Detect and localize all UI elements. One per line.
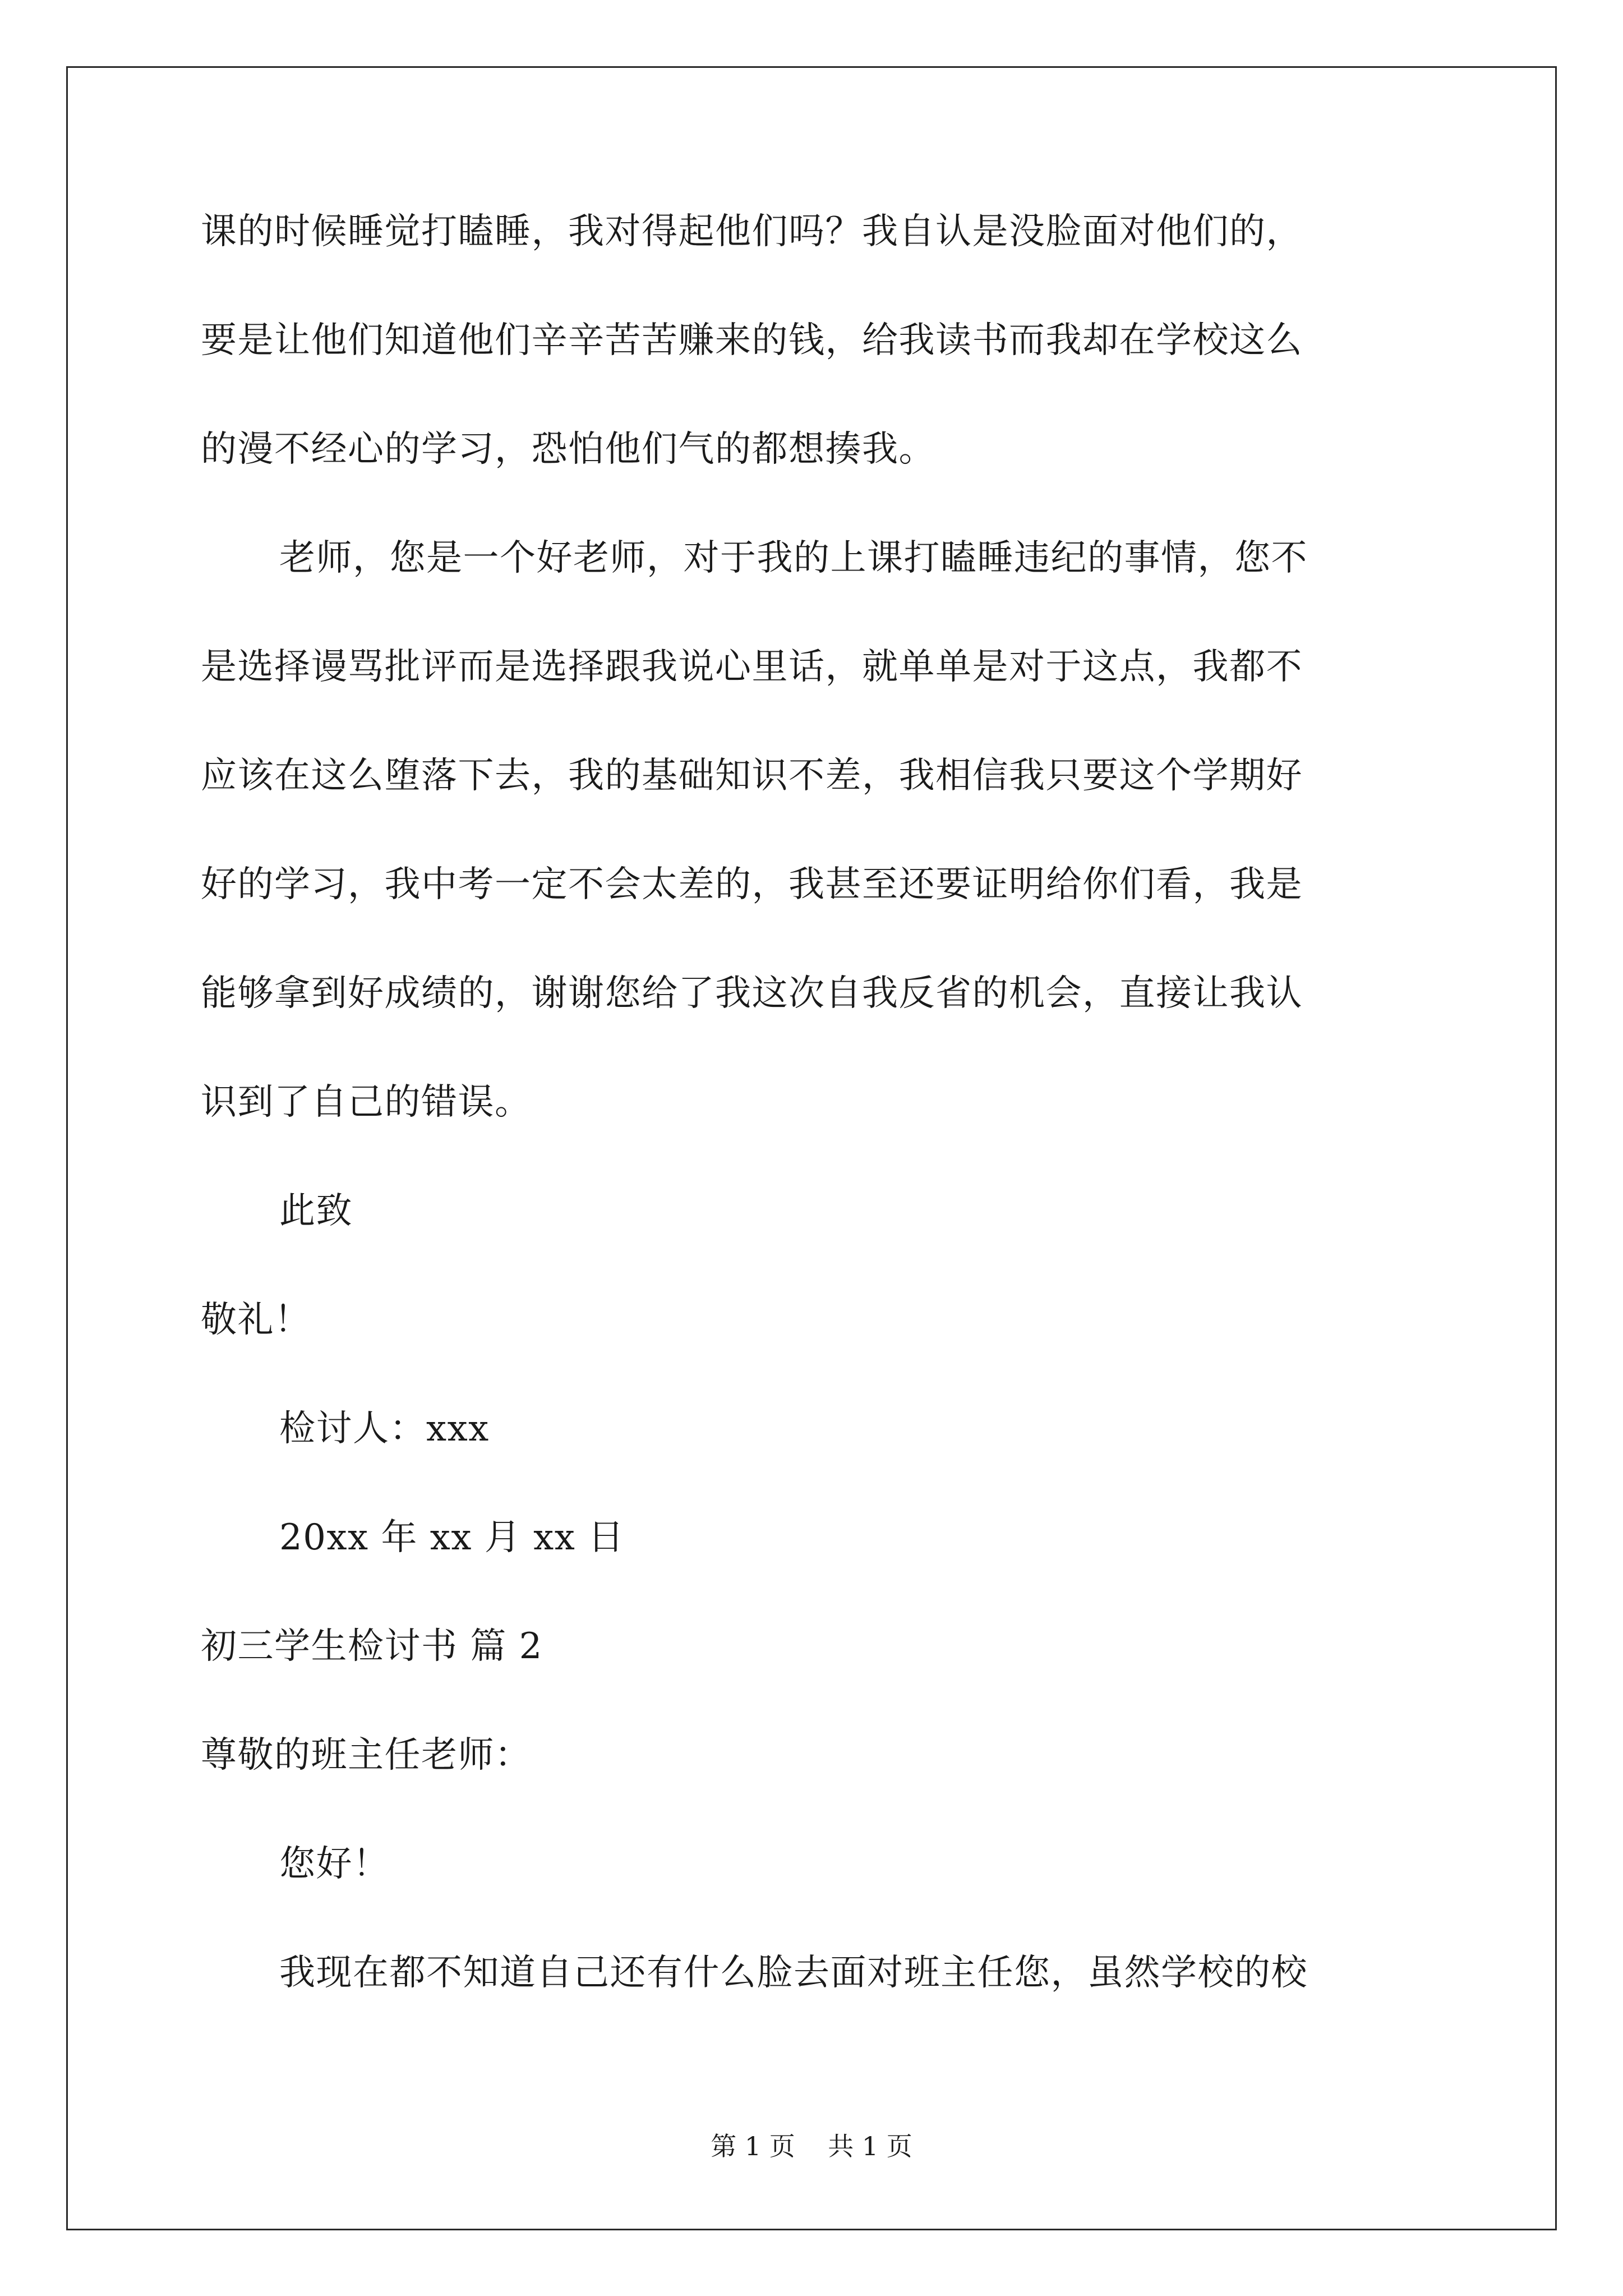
greeting-text: 您好！: [279, 1843, 390, 1885]
body-text-line: 识到了自己的错误。: [201, 1082, 532, 1123]
body-text-line: 课的时候睡觉打瞌睡，我对得起他们吗？我自认是没脸面对他们的，: [201, 211, 1303, 252]
body-text-line: 要是让他们知道他们辛辛苦苦赚来的钱，给我读书而我却在学校这么: [201, 320, 1303, 361]
salute-text: 敬礼！: [201, 1299, 311, 1341]
body-text-line: 应该在这么堕落下去，我的基础知识不差，我相信我只要这个学期好: [201, 755, 1303, 797]
page-number-footer: 第 1 页 共 1 页: [711, 2131, 912, 2161]
page-border: [66, 66, 1557, 2230]
body-text-line: 好的学习，我中考一定不会太差的，我甚至还要证明给你们看，我是: [201, 864, 1303, 905]
body-text-line: 我现在都不知道自己还有什么脸去面对班主任您，虽然学校的校: [279, 1952, 1308, 1994]
body-text-line: 是选择谩骂批评而是选择跟我说心里话，就单单是对于这点，我都不: [201, 646, 1303, 688]
greeting-recipient: 尊敬的班主任老师：: [201, 1734, 532, 1776]
section-title: 初三学生检讨书 篇 2: [201, 1626, 543, 1667]
body-text-line: 的漫不经心的学习，恐怕他们气的都想揍我。: [201, 429, 935, 470]
signer-text: 检讨人：xxx: [279, 1408, 490, 1450]
body-text-line: 能够拿到好成绩的，谢谢您给了我这次自我反省的机会，直接让我认: [201, 973, 1303, 1014]
closing-text: 此致: [279, 1190, 353, 1232]
body-text-line: 老师，您是一个好老师，对于我的上课打瞌睡违纪的事情，您不: [279, 537, 1308, 579]
date-text: 20xx 年 xx 月 xx 日: [279, 1517, 625, 1558]
